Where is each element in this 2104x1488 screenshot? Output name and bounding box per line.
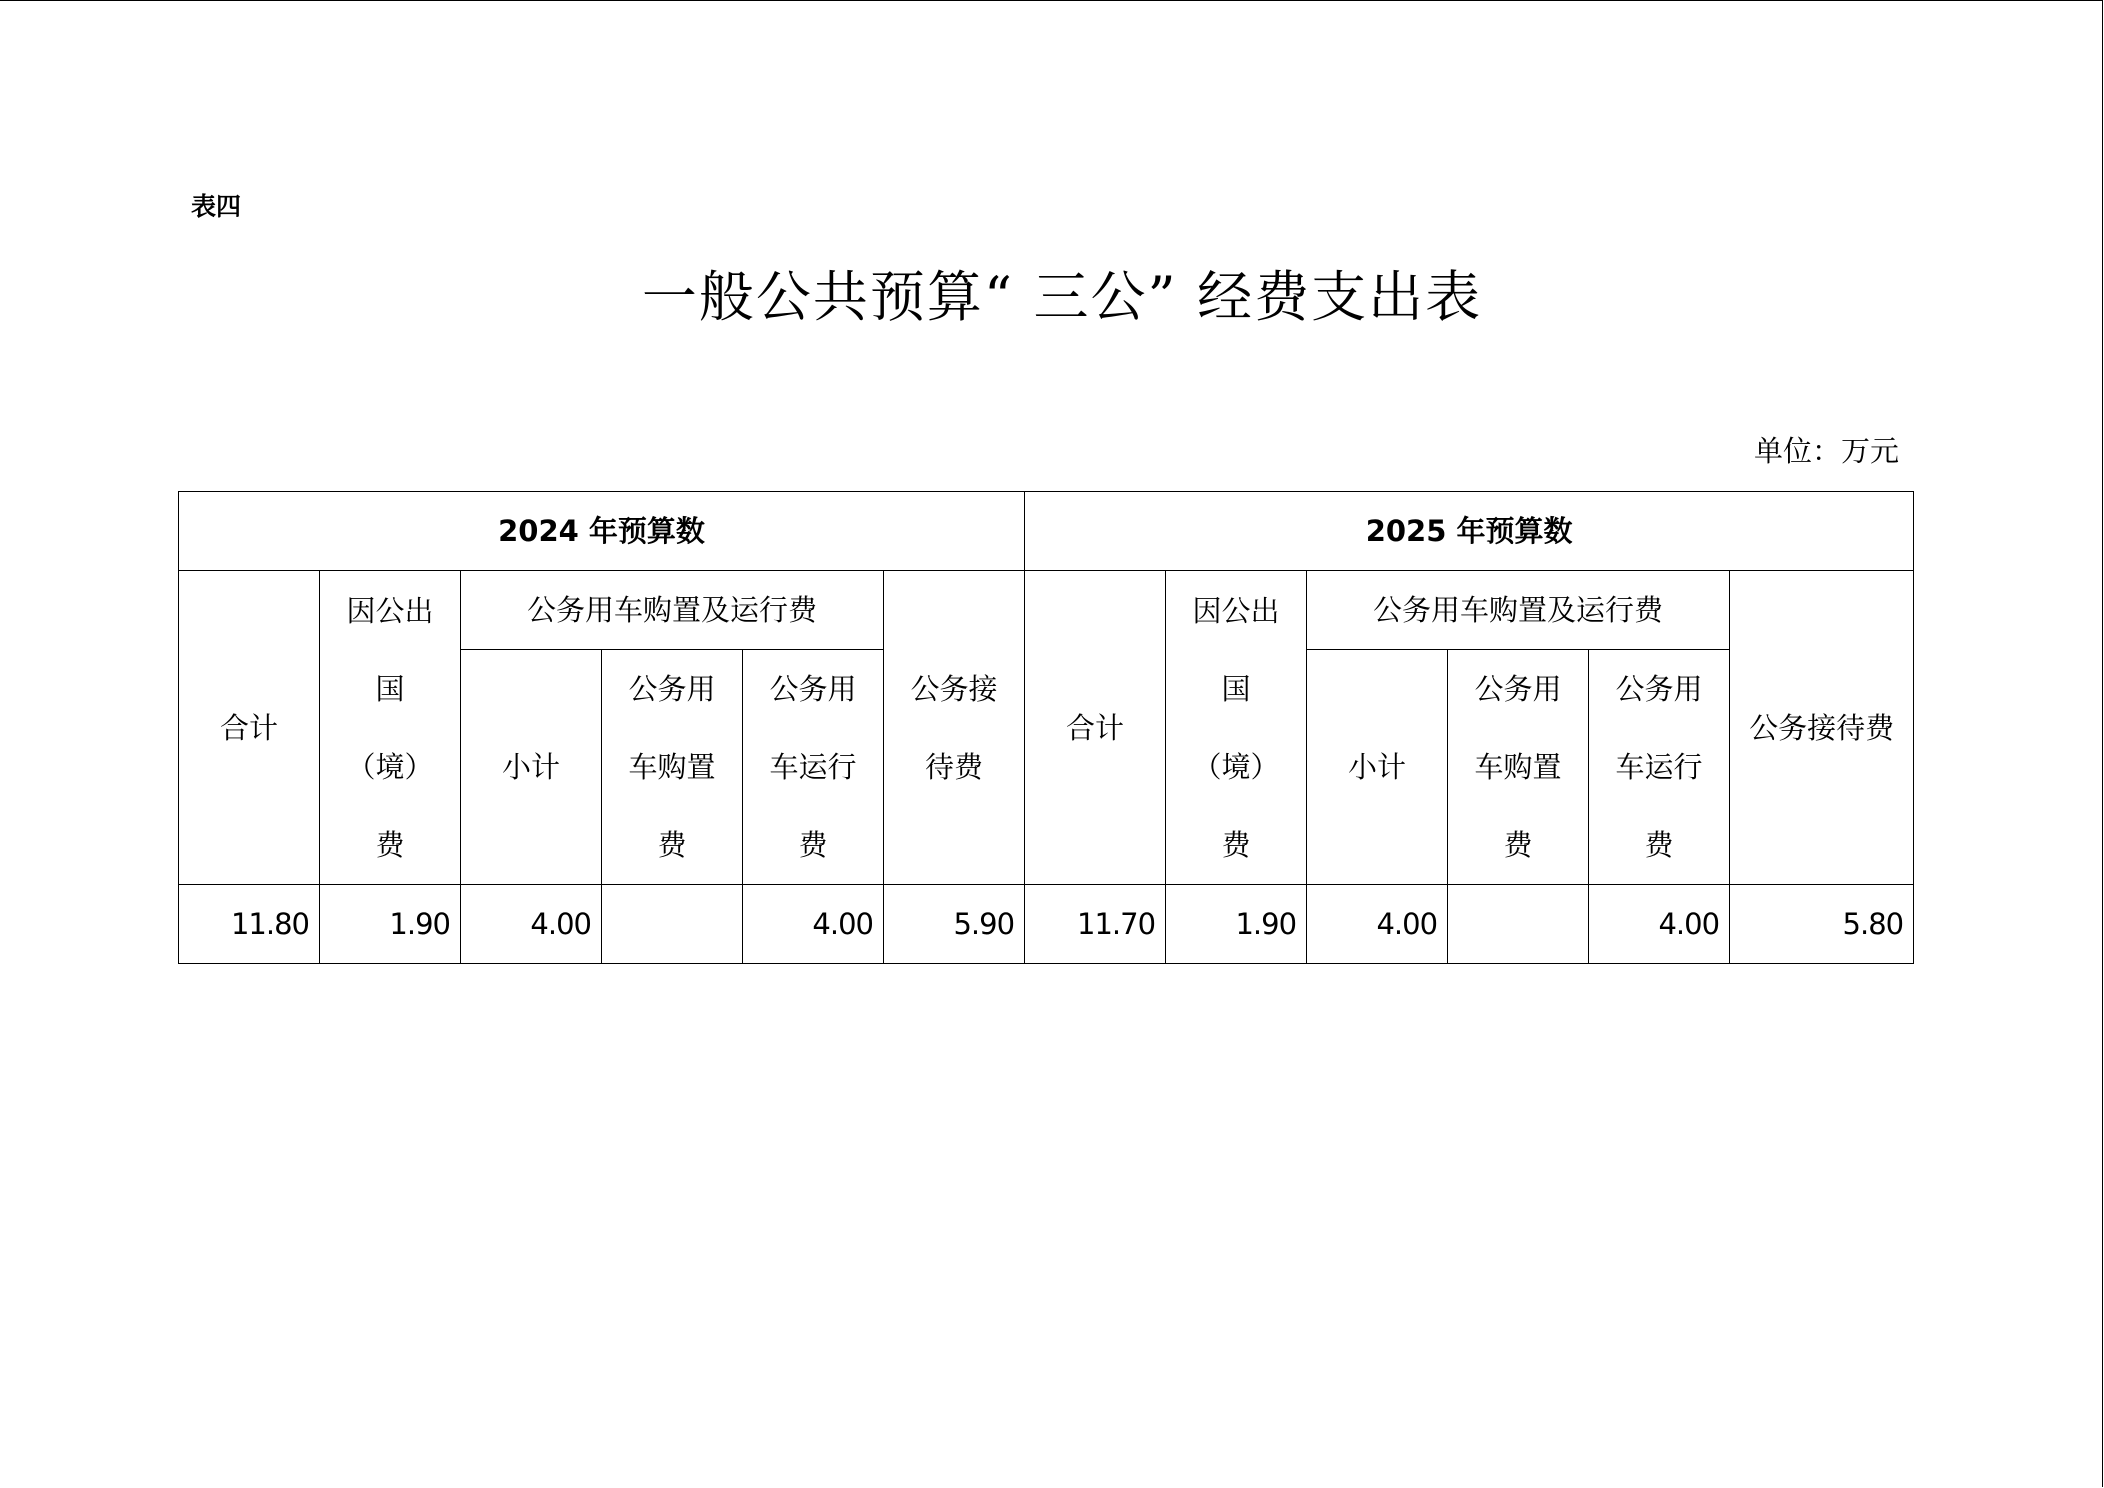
cell-reception-2024: 5.90 <box>884 885 1025 964</box>
header-operation-2025: 公务用车运行费 <box>1589 650 1730 885</box>
table-row <box>179 885 1914 964</box>
cell-subtotal-2024: 4.00 <box>461 885 602 964</box>
header-reception-2024: 公务接待费 <box>884 571 1025 885</box>
header-abroad-2024: 因公出国（境）费 <box>320 571 461 885</box>
cell-reception-2025: 5.80 <box>1730 885 1914 964</box>
cell-purchase-2025 <box>1448 885 1589 964</box>
cell-operation-2025: 4.00 <box>1589 885 1730 964</box>
header-purchase-2025: 公务用车购置费 <box>1448 650 1589 885</box>
header-subtotal-2025: 小计 <box>1307 650 1448 885</box>
header-purchase-2024: 公务用车购置费 <box>602 650 743 885</box>
cell-abroad-2025: 1.90 <box>1166 885 1307 964</box>
header-abroad-2025: 因公出国（境）费 <box>1166 571 1307 885</box>
page-title: 一般公共预算“ 三公” 经费支出表 <box>641 265 1483 329</box>
unit-label: 单位：万元 <box>1753 434 1899 468</box>
header-total-2025: 合计 <box>1025 571 1166 885</box>
header-operation-2024: 公务用车运行费 <box>743 650 884 885</box>
header-reception-2025: 公务接待费 <box>1730 571 1914 885</box>
year-2024-header: 2024 年预算数 <box>179 492 1025 571</box>
cell-subtotal-2025: 4.00 <box>1307 885 1448 964</box>
cell-abroad-2024: 1.90 <box>320 885 461 964</box>
header-total-2024: 合计 <box>179 571 320 885</box>
year-header-row <box>179 492 1914 571</box>
header-vehicle-group-2024: 公务用车购置及运行费 <box>461 571 884 650</box>
table-label: 表四 <box>191 192 242 221</box>
column-header-row <box>179 571 1914 650</box>
cell-total-2025: 11.70 <box>1025 885 1166 964</box>
header-subtotal-2024: 小计 <box>461 650 602 885</box>
cell-purchase-2024 <box>602 885 743 964</box>
header-vehicle-group-2025: 公务用车购置及运行费 <box>1307 571 1730 650</box>
cell-operation-2024: 4.00 <box>743 885 884 964</box>
year-2025-header: 2025 年预算数 <box>1025 492 1914 571</box>
cell-total-2024: 11.80 <box>179 885 320 964</box>
budget-table <box>178 491 1914 964</box>
